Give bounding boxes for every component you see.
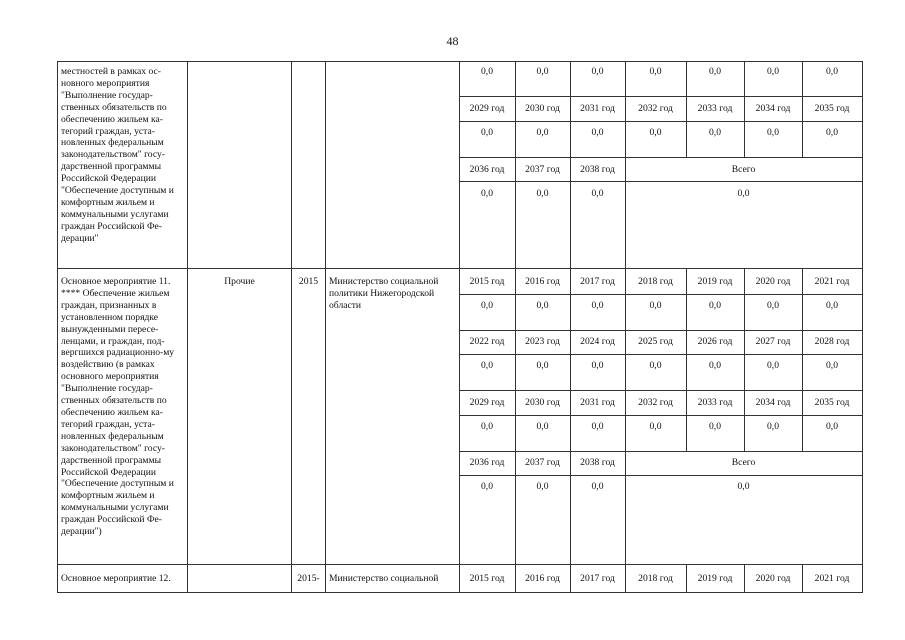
year-label: 2028 год: [814, 336, 850, 347]
amount-value: 0,0: [591, 188, 604, 199]
column-divider: [291, 61, 292, 593]
year-label: 2025 год: [638, 336, 673, 347]
measure-12-executor: Министерство социальной: [329, 573, 439, 584]
amount-value: 0,0: [591, 360, 604, 371]
amount-value: 0,0: [536, 481, 549, 492]
financing-row-divider: [459, 451, 862, 452]
amount-value: 0,0: [481, 66, 493, 77]
year-label: 2015 год: [469, 276, 505, 287]
amount-value: 0,0: [536, 300, 549, 311]
amount-value: 0,0: [536, 127, 549, 138]
table-top-border: [57, 61, 863, 62]
year-label: 2036 год: [469, 457, 505, 468]
amount-value: 0,0: [767, 300, 779, 311]
amount-value: 0,0: [536, 421, 549, 432]
amount-value: 0,0: [591, 66, 604, 77]
amount-value: 0,0: [481, 421, 493, 432]
amount-value: 0,0: [709, 421, 721, 432]
amount-value: 0,0: [481, 360, 493, 371]
measure-12-year: 2015-: [297, 573, 320, 584]
year-label: 2032 год: [638, 103, 673, 114]
year-label: 2029 год: [469, 397, 505, 408]
year-label: 2034 год: [755, 103, 791, 114]
year-label: 2018 год: [638, 573, 673, 584]
amount-value: 0,0: [536, 188, 549, 199]
amount-value: 0,0: [709, 127, 721, 138]
year-label: 2033 год: [697, 103, 733, 114]
page-number: 48: [446, 34, 459, 48]
amount-value: 0,0: [826, 360, 838, 371]
year-label: 2016 год: [525, 276, 560, 287]
total-value: 0,0: [737, 481, 750, 492]
amount-value: 0,0: [649, 66, 662, 77]
year-label: 2032 год: [638, 397, 673, 408]
year-label: 2021 год: [814, 573, 850, 584]
amount-value: 0,0: [709, 360, 721, 371]
year-label: 2038 год: [580, 457, 615, 468]
column-divider: [325, 61, 326, 593]
amount-value: 0,0: [591, 421, 604, 432]
amount-value: 0,0: [709, 300, 721, 311]
amount-value: 0,0: [481, 300, 493, 311]
amount-value: 0,0: [826, 66, 838, 77]
year-label: 2035 год: [814, 397, 850, 408]
year-label: 2030 год: [525, 103, 560, 114]
amount-value: 0,0: [767, 360, 779, 371]
year-label: 2031 год: [580, 103, 615, 114]
amount-value: 0,0: [767, 127, 779, 138]
year-label: 2019 год: [697, 276, 733, 287]
year-label: 2022 год: [469, 336, 505, 347]
column-divider: [187, 61, 188, 593]
row-divider: [57, 268, 863, 269]
year-label: 2018 год: [638, 276, 673, 287]
year-label: 2019 год: [697, 573, 733, 584]
total-label: Всего: [731, 457, 756, 468]
amount-value: 0,0: [767, 421, 779, 432]
year-label: 2015 год: [469, 573, 505, 584]
amount-value: 0,0: [649, 421, 662, 432]
year-label: 2023 год: [525, 336, 560, 347]
year-label: 2027 год: [755, 336, 791, 347]
amount-value: 0,0: [767, 66, 779, 77]
amount-value: 0,0: [591, 127, 604, 138]
amount-value: 0,0: [536, 66, 549, 77]
measure-11-year: 2015: [298, 276, 319, 287]
amount-value: 0,0: [826, 300, 838, 311]
year-label: 2026 год: [697, 336, 733, 347]
measure-11-description: Основное мероприятие 11. **** Обеспечение жильем граждан, признанных в установленном порядке вынужденными пересе-ленцами, и граждан, под-вергшихся радиационно-му воздействию (в рамках основного мероприятия "Выполнение государ-ственных обязательств по обеспечению жильем ка-тегорий граждан, уста-новленных федеральным законодательством" госу-дарственной программы Российской Федерации "Обеспечение доступным и комфортным жильем и коммунальными услугами граждан Российской Фе-дерации"): [61, 276, 175, 538]
year-label: 2017 год: [580, 573, 615, 584]
total-label: Всего: [731, 164, 756, 175]
year-label: 2016 год: [525, 573, 560, 584]
amount-value: 0,0: [649, 360, 662, 371]
year-label: 2034 год: [755, 397, 791, 408]
table-right-border: [862, 61, 863, 593]
year-label: 2036 год: [469, 164, 505, 175]
amount-value: 0,0: [481, 127, 493, 138]
year-label: 2038 год: [580, 164, 615, 175]
measure-12-description: Основное мероприятие 12.: [61, 573, 171, 584]
year-label: 2037 год: [525, 457, 560, 468]
financing-row-divider: [459, 475, 862, 476]
table-left-border: [57, 61, 58, 593]
amount-value: 0,0: [826, 127, 838, 138]
year-label: 2020 год: [755, 573, 791, 584]
financing-row-divider: [459, 181, 862, 182]
year-label: 2035 год: [814, 103, 850, 114]
year-label: 2033 год: [697, 397, 733, 408]
amount-value: 0,0: [481, 188, 493, 199]
year-label: 2037 год: [525, 164, 560, 175]
amount-value: 0,0: [649, 300, 662, 311]
amount-value: 0,0: [536, 360, 549, 371]
continuation-description: местностей в рамках ос-новного мероприятия "Выполнение государ-ственных обязательств по обеспечению жильем ка-тегорий граждан, уста-новленных федеральным законодательством" госу-дарственной программы Российской Федерации "Обеспечение доступным и комфортным жильем и коммунальными услугами граждан Российской Фе-дерации": [61, 66, 174, 244]
year-label: 2021 год: [814, 276, 850, 287]
year-label: 2030 год: [525, 397, 560, 408]
table-bottom-border: [57, 592, 863, 593]
year-label: 2020 год: [755, 276, 791, 287]
total-value: 0,0: [737, 188, 750, 199]
amount-value: 0,0: [591, 300, 604, 311]
financing-row-divider: [459, 157, 862, 158]
year-label: 2024 год: [580, 336, 615, 347]
year-label: 2031 год: [580, 397, 615, 408]
column-divider: [459, 61, 460, 593]
measure-11-category: Прочие: [224, 276, 255, 287]
year-label: 2017 год: [580, 276, 615, 287]
amount-value: 0,0: [481, 481, 493, 492]
measure-11-executor: Министерство социальной политики Нижегородской области: [329, 276, 439, 311]
year-label: 2029 год: [469, 103, 505, 114]
amount-value: 0,0: [826, 421, 838, 432]
row-divider: [57, 564, 863, 565]
amount-value: 0,0: [649, 127, 662, 138]
amount-value: 0,0: [591, 481, 604, 492]
amount-value: 0,0: [709, 66, 721, 77]
